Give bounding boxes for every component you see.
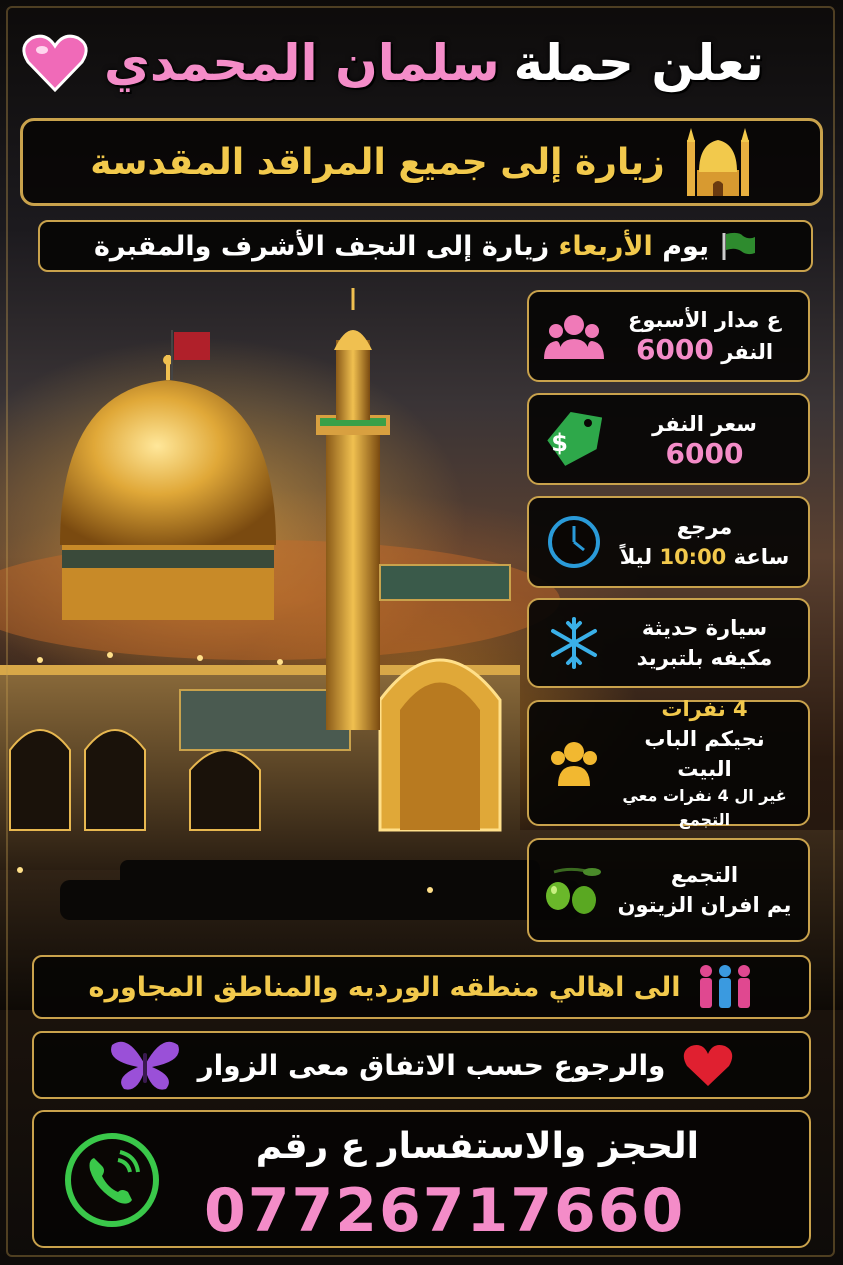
card-return-label: مرجع bbox=[676, 515, 733, 539]
card-price-label: سعر النفر bbox=[652, 412, 757, 436]
olive-icon bbox=[543, 859, 605, 921]
visit-banner bbox=[20, 118, 823, 206]
card-car-line2: مكيفه بلتبريد bbox=[636, 646, 773, 670]
wednesday-bar bbox=[38, 220, 813, 272]
phone-call-icon[interactable] bbox=[62, 1130, 162, 1230]
card-four-line3: غير ال 4 نفرات معي التجمع bbox=[622, 786, 787, 829]
card-price-value: 6000 bbox=[665, 437, 744, 470]
svg-text:$: $ bbox=[551, 429, 568, 457]
pink-heart-icon bbox=[20, 28, 90, 98]
card-weekly-line2 bbox=[615, 335, 794, 367]
group-icon bbox=[543, 305, 605, 367]
phone-number[interactable]: 07726717660 bbox=[204, 1176, 686, 1246]
mosque-icon bbox=[683, 126, 753, 198]
card-four-line2: نجيكم الباب البيت bbox=[644, 727, 765, 781]
card-four-title: 4 نفرات bbox=[661, 697, 748, 721]
family-icon bbox=[696, 964, 754, 1010]
green-flag-icon bbox=[721, 231, 757, 261]
card-weekly-text bbox=[615, 305, 794, 367]
card-gathering-title: التجمع bbox=[670, 863, 739, 887]
card-gathering bbox=[527, 838, 810, 942]
wednesday-text bbox=[94, 231, 709, 262]
card-weekly bbox=[527, 290, 810, 382]
card-car-line1: سيارة حديثة bbox=[641, 616, 768, 640]
residents-text: الى اهالي منطقه الورديه والمناطق المجاوره bbox=[88, 971, 681, 1003]
card-car bbox=[527, 598, 810, 688]
banner-title: زيارة إلى جميع المراقد المقدسة bbox=[90, 141, 665, 183]
card-weekly-price: 6000 bbox=[635, 333, 714, 366]
card-four-persons bbox=[527, 697, 810, 829]
card-weekly-line1: ع مدار الأسبوع bbox=[628, 308, 781, 332]
card-gathering-text bbox=[615, 860, 794, 920]
card-four-text bbox=[615, 694, 794, 832]
headline-campaign-name: سلمان المحمدي bbox=[104, 34, 500, 92]
residents-bar bbox=[32, 955, 811, 1019]
card-car-text bbox=[615, 613, 794, 673]
card-return-text bbox=[615, 512, 794, 572]
card-return-time bbox=[527, 496, 810, 588]
card-return-night-word: ليلاً bbox=[619, 545, 653, 569]
wednesday-day-word: يوم bbox=[662, 230, 710, 262]
clock-icon bbox=[543, 511, 605, 573]
card-return-time-line bbox=[615, 542, 794, 572]
card-return-time-value: 10:00 bbox=[659, 545, 727, 569]
contact-box bbox=[32, 1110, 811, 1248]
return-agreement-bar bbox=[32, 1031, 811, 1099]
price-tag-icon bbox=[543, 408, 605, 470]
return-agreement-text: والرجوع حسب الاتفاق معى الزوار bbox=[197, 1048, 666, 1082]
person-group-icon bbox=[543, 732, 605, 794]
card-gathering-place: يم افران الزيتون bbox=[617, 893, 792, 917]
booking-label: الحجز والاستفسار ع رقم bbox=[255, 1126, 699, 1167]
headline bbox=[20, 18, 820, 108]
red-heart-icon bbox=[681, 1040, 735, 1090]
snowflake-icon bbox=[543, 612, 605, 674]
card-price-text bbox=[615, 409, 794, 469]
card-price bbox=[527, 393, 810, 485]
wednesday-destination: زيارة إلى النجف الأشرف والمقبرة bbox=[93, 230, 550, 262]
card-return-hour-word: ساعة bbox=[733, 545, 790, 569]
butterfly-icon bbox=[108, 1037, 182, 1093]
card-weekly-person-label: النفر bbox=[721, 340, 774, 364]
wednesday-highlight: الأربعاء bbox=[558, 230, 653, 262]
headline-announce: تعلن حملة bbox=[513, 34, 764, 92]
